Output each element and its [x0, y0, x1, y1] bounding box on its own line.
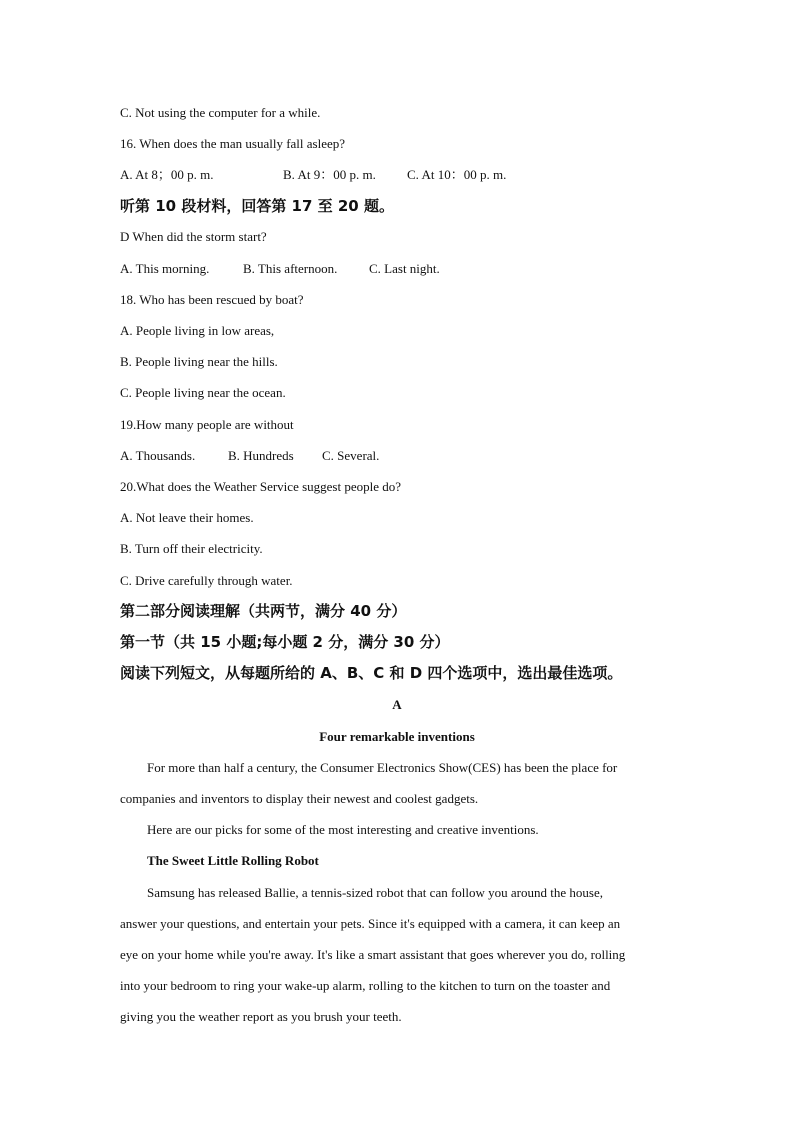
para3-line-4: into your bedroom to ring your wake-up alarm, rolling to the kitchen to turn on the toaster and [120, 978, 611, 993]
q20-option-a: A. Not leave their homes. [120, 510, 254, 525]
q17-options [120, 261, 440, 277]
q16-options [120, 167, 506, 183]
part2-instruction: 阅读下列短文，从每题所给的 A、B、C 和 D 四个选项中，选出最佳选项。 [120, 664, 623, 682]
passage-letter: A [392, 697, 402, 712]
q19-question: 19.How many people are without [120, 417, 294, 432]
part2-title: 第二部分阅读理解（共两节，满分 40 分） [120, 602, 407, 620]
q16-option-a: A. At 8；00 p. m. [120, 167, 214, 182]
q17-option-b: B. This afternoon. [243, 261, 338, 276]
q20-option-c: C. Drive carefully through water. [120, 573, 293, 588]
q16-option-b: B. At 9：00 p. m. [283, 167, 376, 182]
q16-option-c: C. At 10：00 p. m. [407, 167, 507, 182]
q18-option-c: C. People living near the ocean. [120, 385, 286, 400]
section10-heading: 听第 10 段材料，回答第 17 至 20 题。 [120, 197, 394, 215]
q16-question: 16. When does the man usually fall asleep? [120, 136, 346, 151]
q15-option-c: C. Not using the computer for a while. [120, 105, 321, 120]
q17-option-a: A. This morning. [120, 261, 210, 276]
q18-question: 18. Who has been rescued by boat? [120, 292, 304, 307]
passage-title: Four remarkable inventions [319, 729, 475, 744]
para3-line-1: Samsung has released Ballie, a tennis-sized robot that can follow you around the house, [147, 885, 603, 900]
q19-option-c: C. Several. [322, 448, 380, 463]
para3-line-5: giving you the weather report as you brush your teeth. [120, 1009, 402, 1024]
para3-line-3: eye on your home while you're away. It's like a smart assistant that goes wherever you do, rolling [120, 947, 626, 962]
subheading: The Sweet Little Rolling Robot [147, 853, 319, 868]
q19-option-a: A. Thousands. [120, 448, 196, 463]
q18-option-a: A. People living in low areas, [120, 323, 275, 338]
q19-option-b: B. Hundreds [228, 448, 294, 463]
para1-line-2: companies and inventors to display their newest and coolest gadgets. [120, 791, 479, 806]
q20-question: 20.What does the Weather Service suggest people do? [120, 479, 402, 494]
part2-section1: 第一节（共 15 小题;每小题 2 分，满分 30 分） [120, 633, 450, 651]
para2: Here are our picks for some of the most interesting and creative inventions. [147, 822, 539, 837]
q18-option-b: B. People living near the hills. [120, 354, 278, 369]
q19-options [120, 448, 379, 464]
q17-option-c: C. Last night. [369, 261, 440, 276]
q17-question: D When did the storm start? [120, 229, 267, 244]
q20-option-b: B. Turn off their electricity. [120, 541, 263, 556]
para3-line-2: answer your questions, and entertain your pets. Since it's equipped with a camera, it can keep an [120, 916, 621, 931]
para1-line-1: For more than half a century, the Consumer Electronics Show(CES) has been the place for [147, 760, 618, 775]
